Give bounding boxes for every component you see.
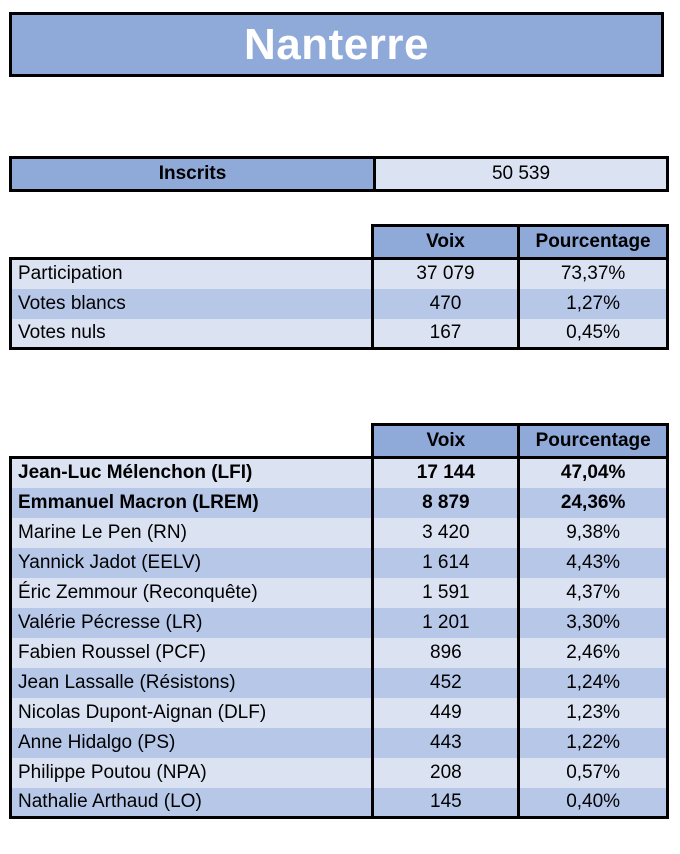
row-pourcentage: 1,24% — [519, 668, 668, 698]
table-row — [11, 518, 668, 548]
row-pourcentage: 4,37% — [519, 578, 668, 608]
row-voix: 449 — [373, 698, 519, 728]
row-voix: 1 591 — [373, 578, 519, 608]
table-row — [11, 638, 668, 668]
row-pourcentage: 4,43% — [519, 548, 668, 578]
title-banner — [9, 12, 664, 77]
row-pourcentage: 2,46% — [519, 638, 668, 668]
inscrits-table — [9, 156, 669, 192]
row-pourcentage: 0,40% — [519, 788, 668, 818]
table-row — [11, 698, 668, 728]
row-voix: 145 — [373, 788, 519, 818]
header-voix: Voix — [373, 425, 519, 458]
table-row — [11, 758, 668, 788]
row-label: Nathalie Arthaud (LO) — [11, 788, 373, 818]
header-blank-cell — [11, 425, 373, 458]
row-pourcentage: 0,45% — [519, 319, 668, 349]
row-pourcentage: 1,27% — [519, 289, 668, 319]
participation-table — [9, 224, 669, 350]
row-voix: 37 079 — [372, 259, 518, 289]
row-voix: 17 144 — [373, 458, 519, 488]
row-label: Jean-Luc Mélenchon (LFI) — [11, 458, 373, 488]
participation-header-row — [11, 226, 668, 259]
row-pourcentage: 73,37% — [519, 259, 668, 289]
row-label: Jean Lassalle (Résistons) — [11, 668, 373, 698]
table-row — [11, 608, 668, 638]
candidates-header-row — [11, 425, 668, 458]
row-label: Votes blancs — [11, 289, 373, 319]
table-row — [11, 488, 668, 518]
row-pourcentage: 3,30% — [519, 608, 668, 638]
row-label: Votes nuls — [11, 319, 373, 349]
row-label: Éric Zemmour (Reconquête) — [11, 578, 373, 608]
row-pourcentage: 9,38% — [519, 518, 668, 548]
row-label: Anne Hidalgo (PS) — [11, 728, 373, 758]
row-label: Yannick Jadot (EELV) — [11, 548, 373, 578]
row-voix: 167 — [372, 319, 518, 349]
row-label: Fabien Roussel (PCF) — [11, 638, 373, 668]
inscrits-label: Inscrits — [11, 158, 375, 191]
row-pourcentage: 47,04% — [519, 458, 668, 488]
table-row — [11, 668, 668, 698]
row-label: Philippe Poutou (NPA) — [11, 758, 373, 788]
table-row — [11, 458, 668, 488]
row-label: Marine Le Pen (RN) — [11, 518, 373, 548]
row-voix: 208 — [373, 758, 519, 788]
row-label: Nicolas Dupont-Aignan (DLF) — [11, 698, 373, 728]
row-pourcentage: 1,22% — [519, 728, 668, 758]
row-label: Emmanuel Macron (LREM) — [11, 488, 373, 518]
row-label: Participation — [11, 259, 373, 289]
row-voix: 1 614 — [373, 548, 519, 578]
inscrits-row — [11, 158, 668, 191]
row-voix: 1 201 — [373, 608, 519, 638]
row-pourcentage: 0,57% — [519, 758, 668, 788]
header-pourcentage: Pourcentage — [519, 226, 668, 259]
header-voix: Voix — [372, 226, 518, 259]
table-row — [11, 788, 668, 818]
row-voix: 470 — [372, 289, 518, 319]
header-pourcentage: Pourcentage — [519, 425, 668, 458]
table-row — [11, 289, 668, 319]
row-pourcentage: 1,23% — [519, 698, 668, 728]
row-voix: 452 — [373, 668, 519, 698]
table-row — [11, 578, 668, 608]
row-label: Valérie Pécresse (LR) — [11, 608, 373, 638]
row-voix: 3 420 — [373, 518, 519, 548]
table-row — [11, 728, 668, 758]
table-row — [11, 259, 668, 289]
inscrits-value: 50 539 — [375, 158, 668, 191]
row-pourcentage: 24,36% — [519, 488, 668, 518]
row-voix: 8 879 — [373, 488, 519, 518]
row-voix: 896 — [373, 638, 519, 668]
candidates-table — [9, 423, 669, 819]
table-row — [11, 319, 668, 349]
table-row — [11, 548, 668, 578]
row-voix: 443 — [373, 728, 519, 758]
header-blank-cell — [11, 226, 373, 259]
page-title: Nanterre — [244, 19, 429, 69]
